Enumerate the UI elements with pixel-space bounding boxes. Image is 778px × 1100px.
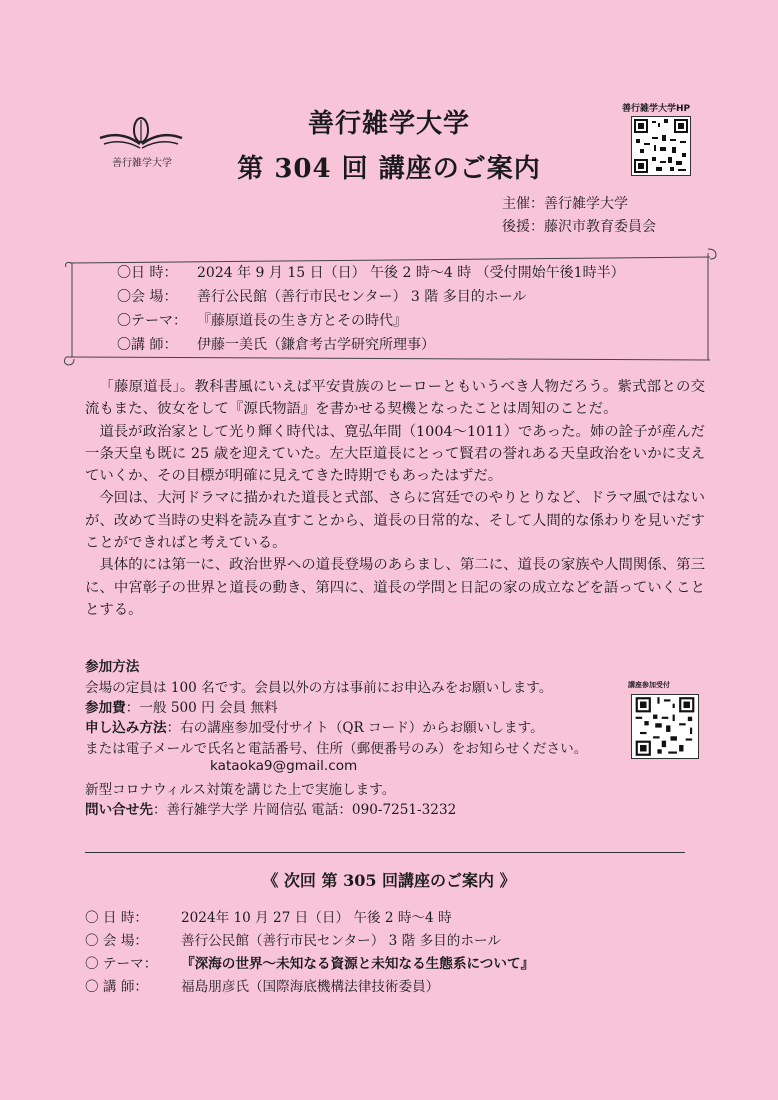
detail-lecturer: 〇講 師： 伊藤一美氏（鎌倉考古学研究所理事） <box>117 337 435 353</box>
covid-note: 新型コロナウィルス対策を講じた上で実施します。 <box>85 782 396 798</box>
qr-hp-label: 善行雑学大学HP <box>622 104 691 114</box>
paragraph: 「藤原道長」。教科書風にいえば平安貴族のヒーローともいうべき人物だろう。紫式部との交流もまた、彼女をして『源氏物語』を書かせる契機となったことは周知のことだ。 <box>85 379 705 418</box>
qr-register-label: 講座参加受付 <box>628 681 670 689</box>
next-venue: 〇 会 場： 善行公民館（善行市民センター） 3 階 多目的ホール <box>85 933 501 949</box>
section-divider <box>85 852 685 853</box>
fee-line: 参加費：一般 500 円 会員 無料 <box>85 700 278 716</box>
page-subtitle: 第 304 回 講座のご案内 <box>237 154 541 184</box>
paragraph: 道長が政治家として光り輝く時代は、寛弘年間（1004～1011）であった。姉の詮子が産んだ一条天皇も既に 25 歳を迎えていた。左大臣道長にとって賢君の誉れある天皇政治をいかに支えていくか、その目標が明確に見えてきた時期でもあったはずだ。 <box>85 423 705 485</box>
detail-date: 〇日 時： 2024 年 9 月 15 日（日） 午後 2 時～4 時 （受付開始午後1時半） <box>117 265 625 281</box>
paragraph: 具体的には第一に、政治世界への道長登場のあらまし、第二に、道長の家族や人間関係、第三に、中宮彰子の世界と道長の動き、第四に、道長の学問と日記の家の成立などを語っていくこととする。 <box>85 557 705 618</box>
next-date: 〇 日 時： 2024年 10 月 27 日（日） 午後 2 時～4 時 <box>85 910 452 926</box>
paragraph: 今回は、大河ドラマに描かれた道長と式部、さらに宮廷でのやりとりなど、ドラマ風ではないが、改めて当時の史料を読み直すことから、道長の日常的な、そして人間的な係わりを見いだすことができればと考えている。 <box>85 490 705 552</box>
page-title: 善行雑学大学 <box>307 109 470 139</box>
contact-line: 問い合せ先：善行雑学大学 片岡信弘 電話：090-7251-3232 <box>85 802 457 818</box>
supporter: 後援：藤沢市教育委員会 <box>502 219 656 235</box>
hp-qr-code-icon[interactable] <box>631 116 691 176</box>
next-lecturer: 〇 講 師： 福島朋彦氏（国際海底機構法律技術委員） <box>85 979 440 995</box>
contact-email-link[interactable]: kataoka9@gmail.com <box>210 758 358 774</box>
body-text <box>85 376 705 621</box>
participation-heading: 参加方法 <box>85 659 140 675</box>
apply-line: 申し込み方法：右の講座参加受付サイト（QR コード）からお願いします。 <box>85 720 544 736</box>
email-note: または電子メールで氏名と電話番号、住所（郵便番号のみ）をお知らせください。 <box>85 741 588 757</box>
organizer: 主催：善行雑学大学 <box>502 196 628 212</box>
next-theme: 〇 テーマ： 『深海の世界～未知なる資源と未知なる生態系について』 <box>85 956 535 972</box>
detail-venue: 〇会 場： 善行公民館（善行市民センター） 3 階 多目的ホール <box>117 289 527 305</box>
logo-caption: 善行雑学大学 <box>112 158 172 169</box>
capacity-note: 会場の定員は 100 名です。会員以外の方は事前にお申込みをお願いします。 <box>85 680 553 696</box>
next-lecture-title: 《 次回 第 305 回講座のご案内 》 <box>262 871 516 890</box>
registration-qr-code-icon[interactable] <box>631 694 699 759</box>
detail-theme: 〇テーマ： 『藤原道長の生き方とその時代』 <box>117 313 407 329</box>
